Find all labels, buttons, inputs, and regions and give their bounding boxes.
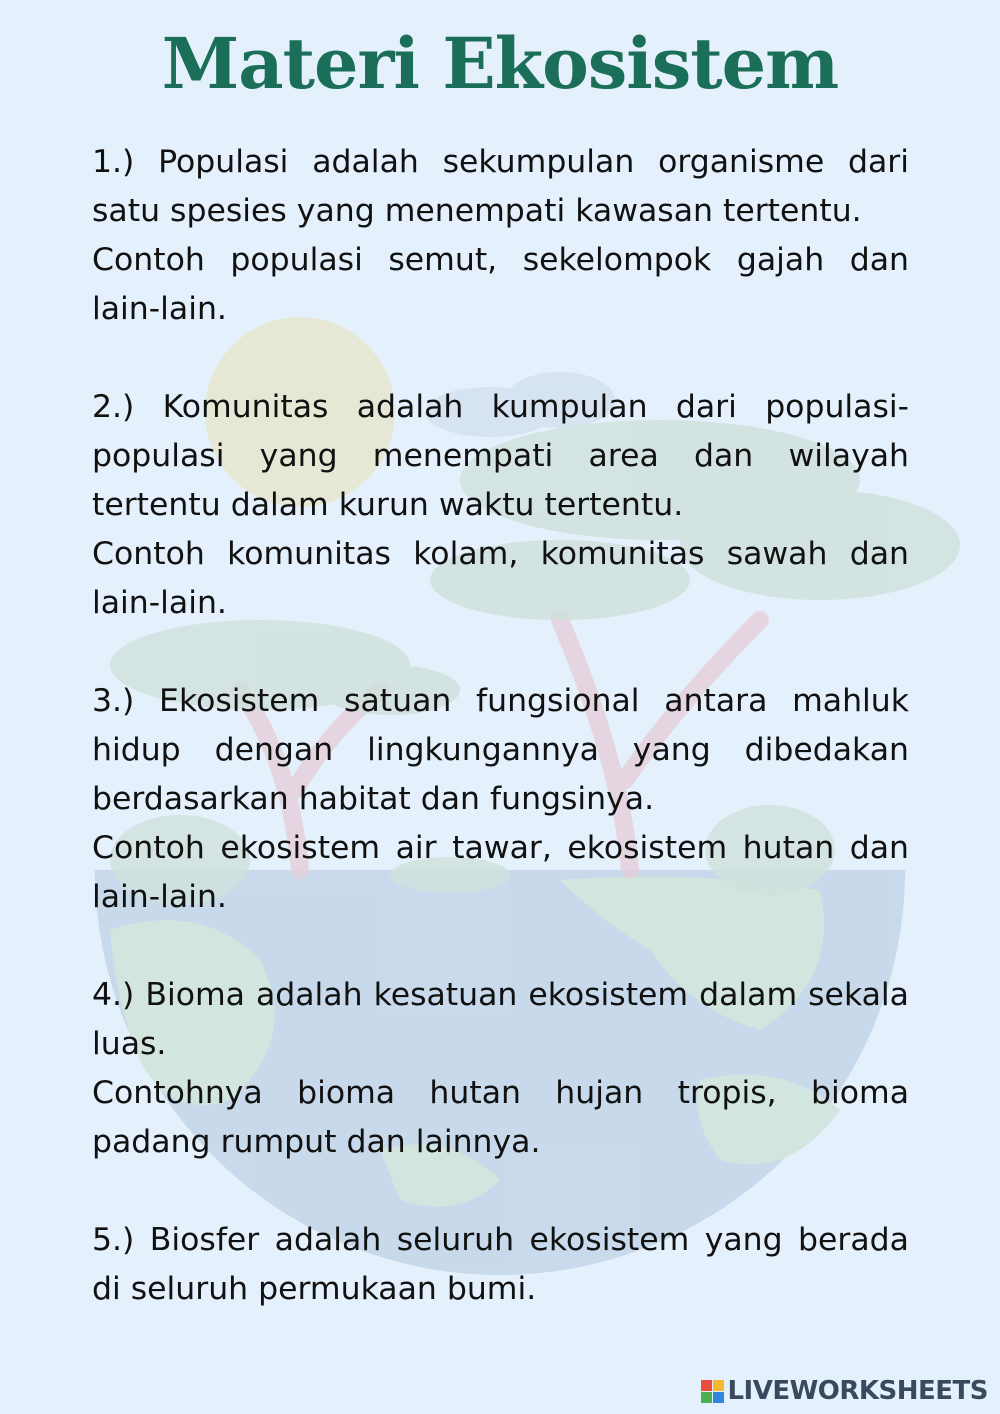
definition-text: 2.) Komunitas adalah kumpulan dari populasi-populasi yang menempati area dan wilayah tertentu dalam kurun waktu tertentu. [92,389,909,523]
logo-square [701,1380,712,1391]
liveworksheets-logo-icon [701,1380,724,1403]
example-text: Contohnya bioma hutan hujan tropis, bioma padang rumput dan lainnya. [92,1075,909,1160]
logo-square [713,1392,724,1403]
list-item-komunitas [92,383,909,628]
list-item-bioma [92,971,909,1167]
logo-square [713,1380,724,1391]
example-text: Contoh komunitas kolam, komunitas sawah dan lain-lain. [92,536,909,621]
example-text: Contoh populasi semut, sekelompok gajah dan lain-lain. [92,242,909,327]
list-item-populasi [92,138,909,334]
example-text: Contoh ekosistem air tawar, ekosistem hutan dan lain-lain. [92,830,909,915]
definition-text: 4.) Bioma adalah kesatuan ekosistem dalam sekala luas. [92,977,909,1062]
definition-text: 1.) Populasi adalah sekumpulan organisme dari satu spesies yang menempati kawasan tertentu. [92,144,909,229]
logo-square [701,1392,712,1403]
list-item-ekosistem [92,677,909,922]
page-title: Materi Ekosistem [161,22,839,105]
definition-text: 5.) Biosfer adalah seluruh ekosistem yang berada di seluruh permukaan bumi. [92,1222,909,1307]
content-list [92,138,909,1363]
liveworksheets-watermark [701,1376,988,1406]
liveworksheets-brand: LIVEWORKSHEETS [727,1376,988,1406]
list-item-biosfer [92,1216,909,1314]
definition-text: 3.) Ekosistem satuan fungsional antara mahluk hidup dengan lingkungannya yang dibedakan berdasarkan habitat dan fungsinya. [92,683,909,817]
